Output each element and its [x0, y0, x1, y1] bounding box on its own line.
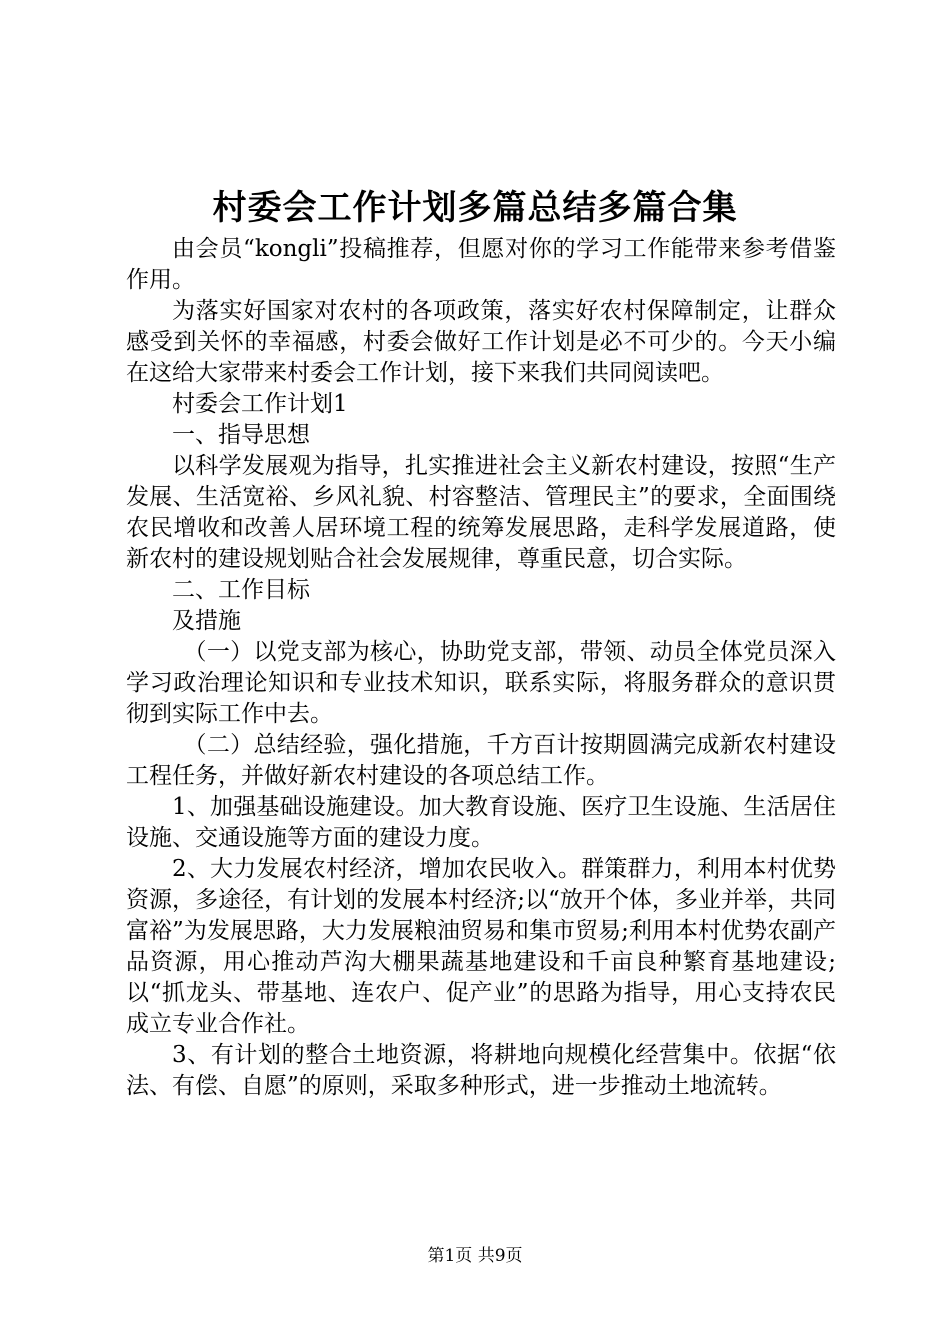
section-heading-work-goals: 二、工作目标 [172, 577, 310, 603]
section-heading-guiding-idea: 一、指导思想 [172, 422, 310, 448]
paragraph-item-2: （二）总结经验，强化措施，千方百计按期圆满完成新农村建设工程任务，并做好新农村建设的各项总结工作。 [126, 732, 836, 789]
paragraph-point-2: 2、大力发展农村经济，增加农民收入。群策群力，利用本村优势资源，多途径，有计划的发展本村经济;以“放开个体，多业并举，共同富裕”为发展思路，大力发展粮油贸易和集市贸易;利用本村优势农副产品资源，用心推动芦沟大棚果蔬基地建设和千亩良种繁育基地建设;以“抓龙头、带基地、连农户、促产业”的思路为指导，用心支持农民成立专业合作社。 [126, 856, 836, 1037]
paragraph-item-1: （一）以党支部为核心，协助党支部，带领、动员全体党员深入学习政治理论知识和专业技术知识，联系实际，将服务群众的意识贯彻到实际工作中去。 [126, 639, 836, 727]
paragraph-point-1: 1、加强基础设施建设。加大教育设施、医疗卫生设施、生活居住设施、交通设施等方面的建设力度。 [126, 794, 836, 851]
paragraph-intro-note: 由会员“kongli”投稿推荐，但愿对你的学习工作能带来参考借鉴作用。 [126, 236, 836, 293]
page-number-footer: 第1页 共9页 [427, 1246, 523, 1266]
section-heading-plan-1: 村委会工作计划1 [172, 391, 348, 417]
section-heading-measures: 及措施 [172, 608, 241, 634]
paragraph-intro: 为落实好国家对农村的各项政策，落实好农村保障制定，让群众感受到关怀的幸福感，村委会做好工作计划是必不可少的。今天小编在这给大家带来村委会工作计划，接下来我们共同阅读吧。 [126, 298, 836, 386]
paragraph-guiding-idea: 以科学发展观为指导，扎实推进社会主义新农村建设，按照“生产发展、生活宽裕、乡风礼貌、村容整洁、管理民主”的要求，全面围绕农民增收和改善人居环境工程的统筹发展思路，走科学发展道路，使新农村的建设规划贴合社会发展规律，尊重民意，切合实际。 [126, 453, 836, 572]
document-body [126, 234, 836, 1102]
paragraph-point-3: 3、有计划的整合土地资源，将耕地向规模化经营集中。依据“依法、有偿、自愿”的原则，采取多种形式，进一步推动土地流转。 [126, 1042, 836, 1099]
page-title: 村委会工作计划多篇总结多篇合集 [212, 188, 738, 228]
